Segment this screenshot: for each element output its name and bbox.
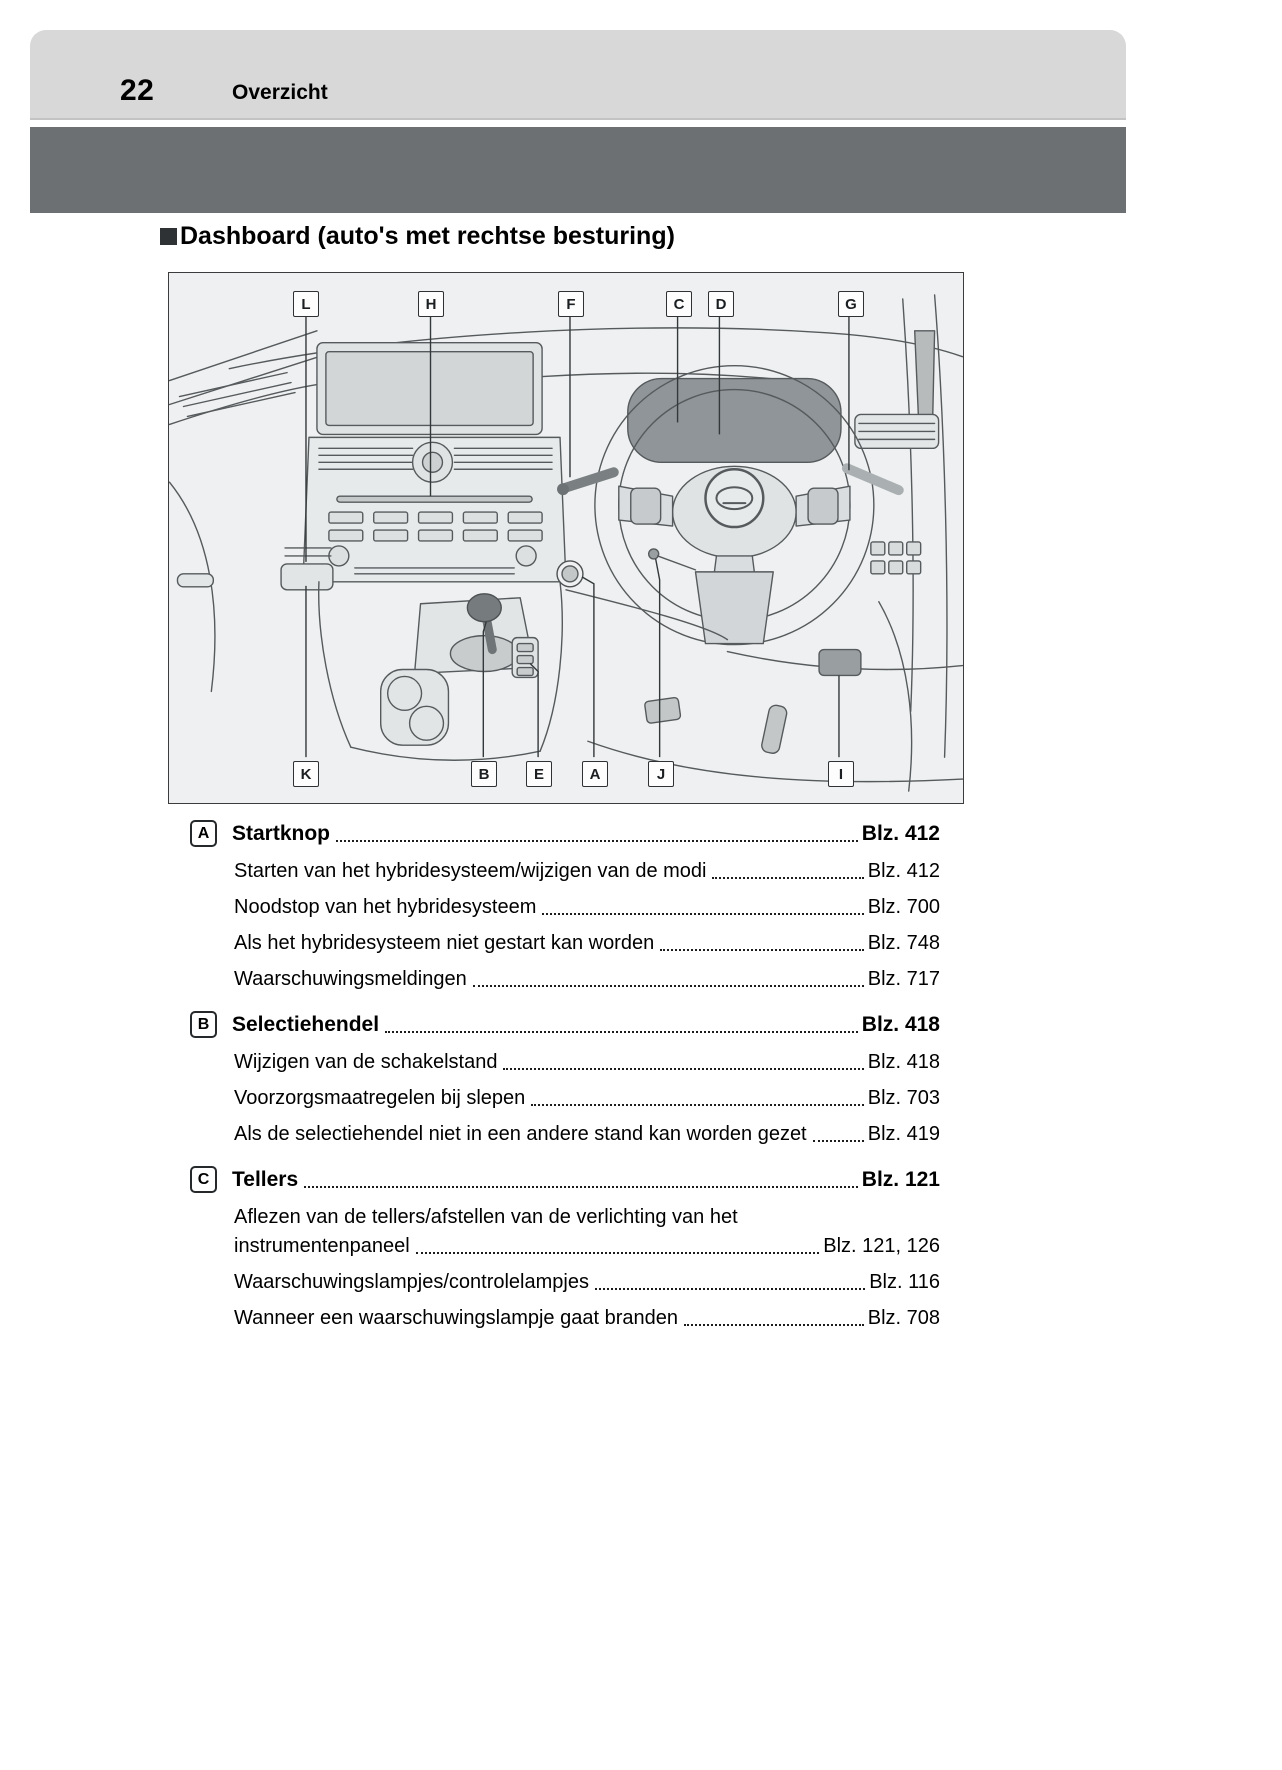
- page-ref: Blz. 116: [869, 1271, 940, 1293]
- letter-badge-B: B: [190, 1011, 217, 1038]
- toc-item-title: Startknop: [232, 821, 331, 845]
- toc-sub-text: Noodstop van het hybridesysteem: [234, 896, 537, 918]
- leader-dots: [336, 840, 858, 842]
- toc-sub-text: Voorzorgsmaatregelen bij slepen: [234, 1087, 526, 1109]
- toc-sub-item: [190, 896, 940, 919]
- page-ref: Blz. 418: [867, 1051, 940, 1073]
- leader-dots: [595, 1288, 865, 1290]
- page-ref: Blz. 748: [867, 932, 940, 954]
- toc-sub-item: [190, 860, 940, 883]
- toc-sub-text: Als de selectiehendel niet in een andere stand kan worden gezet: [234, 1123, 807, 1145]
- page-ref: Blz. 121: [861, 1167, 940, 1191]
- leader-dots: [416, 1252, 820, 1254]
- toc-sub-text: Wanneer een waarschuwingslampje gaat branden: [234, 1307, 678, 1329]
- diagram-label-G: G: [838, 291, 864, 317]
- diagram-label-D: D: [708, 291, 734, 317]
- leader-dots: [473, 985, 864, 987]
- page-ref: Blz. 703: [867, 1087, 940, 1109]
- toc-sub-text: Waarschuwingsmeldingen: [234, 968, 467, 990]
- page-ref: Blz. 700: [867, 896, 940, 918]
- diagram-label-F: F: [558, 291, 584, 317]
- diagram-label-K: K: [293, 761, 319, 787]
- leader-dots: [660, 949, 864, 951]
- diagram-label-C: C: [666, 291, 692, 317]
- toc-sub-item: [190, 1087, 940, 1110]
- diagram-label-I: I: [828, 761, 854, 787]
- leader-dots: [684, 1324, 864, 1326]
- page-ref: Blz. 419: [867, 1123, 940, 1145]
- toc-sub-text: Starten van het hybridesysteem/wijzigen van de modi: [234, 860, 707, 882]
- page-ref: Blz. 412: [861, 821, 940, 845]
- page-ref: Blz. 412: [867, 860, 940, 882]
- toc-sub-text: instrumentenpaneel: [234, 1235, 410, 1257]
- callout-layer: [169, 273, 963, 803]
- diagram-label-L: L: [293, 291, 319, 317]
- leader-dots: [531, 1104, 863, 1106]
- leader-dots: [712, 877, 863, 879]
- heading-square-marker: [160, 228, 177, 245]
- page-ref: Blz. 121, 126: [823, 1235, 940, 1257]
- toc-sub-text: Waarschuwingslampjes/controlelampjes: [234, 1271, 589, 1293]
- dashboard-illustration: [168, 272, 964, 804]
- leader-dots: [503, 1068, 863, 1070]
- leader-dots: [542, 913, 863, 915]
- toc-sub-item: [190, 1271, 940, 1294]
- letter-badge-C: C: [190, 1166, 217, 1193]
- leader-dots: [813, 1140, 864, 1142]
- toc-item-A: [190, 820, 940, 847]
- toc-sub-item: [190, 1051, 940, 1074]
- toc-item-C: [190, 1166, 940, 1193]
- toc-sub-item: [190, 1206, 940, 1229]
- leader-dots: [385, 1031, 858, 1033]
- toc-sub-item: [190, 968, 940, 991]
- dashboard-heading: [160, 222, 675, 251]
- diagram-label-B: B: [471, 761, 497, 787]
- diagram-label-H: H: [418, 291, 444, 317]
- toc-sub-text: Wijzigen van de schakelstand: [234, 1051, 498, 1073]
- toc-item-title: Selectiehendel: [232, 1012, 380, 1036]
- header-dark-band: [30, 127, 1126, 213]
- letter-badge-A: A: [190, 820, 217, 847]
- page-ref: Blz. 418: [861, 1012, 940, 1036]
- toc-sub-item: [190, 932, 940, 955]
- diagram-label-A: A: [582, 761, 608, 787]
- dashboard-heading-text: Dashboard (auto's met rechtse besturing): [180, 222, 675, 250]
- page-ref: Blz. 717: [867, 968, 940, 990]
- diagram-label-J: J: [648, 761, 674, 787]
- toc-item-title: Tellers: [232, 1167, 299, 1191]
- toc-sub-item: [190, 1307, 940, 1330]
- toc-item-B: [190, 1011, 940, 1038]
- header-bar: [30, 30, 1126, 120]
- header-section-title: Overzicht: [232, 81, 328, 104]
- page-number: 22: [120, 74, 155, 107]
- diagram-label-E: E: [526, 761, 552, 787]
- toc-sub-text: Als het hybridesysteem niet gestart kan worden: [234, 932, 655, 954]
- page-ref: Blz. 708: [867, 1307, 940, 1329]
- toc-sub-item: [190, 1123, 940, 1146]
- toc-sub-text: Aflezen van de tellers/afstellen van de verlichting van het: [234, 1206, 738, 1228]
- leader-dots: [304, 1186, 858, 1188]
- toc-sub-item-cont: [190, 1235, 940, 1258]
- toc-list: [190, 820, 940, 1330]
